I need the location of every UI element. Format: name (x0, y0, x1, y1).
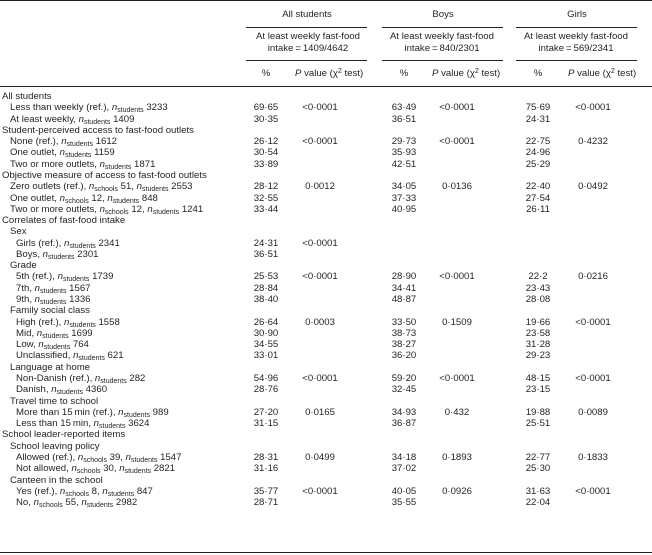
section-heading-row (0, 475, 652, 487)
cell-percent: 24·96 (525, 147, 551, 159)
cell-percent: 28·90 (391, 271, 417, 283)
row-label: Two or more outlets, $n_{students}$ 1871 (10, 158, 156, 171)
section-heading-row (0, 396, 652, 408)
cell-percent: 28·71 (253, 497, 279, 509)
cell-p-value: 0·0216 (578, 271, 608, 283)
cell-percent: 22·40 (525, 181, 551, 193)
table-bottom-rule (0, 552, 652, 553)
group-title-all-students: All students (282, 9, 332, 20)
group-sub-boys: At least weekly fast-food intake = 840/2301 (390, 31, 494, 54)
table-row (0, 328, 652, 340)
row-label: No, $n_{schools}$ 55, $n_{students}$ 2982 (16, 497, 138, 510)
cell-percent: 22·75 (525, 136, 551, 148)
row-label: Student-perceived access to fast-food outlets (2, 124, 194, 136)
cell-percent: 19·66 (525, 316, 551, 328)
cell-percent: 26·11 (526, 203, 550, 215)
cell-percent: 24·31 (253, 237, 279, 249)
cell-percent: 34·18 (391, 451, 417, 463)
section-heading-row (0, 441, 652, 453)
row-label: 5th (ref.), $n_{students}$ 1739 (16, 271, 114, 284)
cell-percent: 26·64 (253, 316, 279, 328)
column-header-percent: % (261, 68, 271, 79)
cell-p-value: 0·1893 (442, 451, 472, 463)
column-header-p-value: P value ($\chi^2$ test) (432, 68, 501, 79)
column-header-p-value: P value ($\chi^2$ test) (295, 68, 364, 79)
cell-percent: 34·93 (391, 406, 417, 418)
group-sub-all: At least weekly fast-food intake = 1409/4642 (256, 31, 360, 54)
cell-p-value: 0·0492 (578, 181, 608, 193)
cell-p-value: 0·432 (444, 406, 470, 418)
row-label: Travel time to school (10, 395, 99, 407)
cell-percent: 31·28 (525, 339, 551, 351)
table-row (0, 271, 652, 283)
row-label: Grade (10, 260, 37, 272)
table-row (0, 317, 652, 329)
cell-p-value: 0·4232 (578, 136, 608, 148)
row-label: 7th, $n_{students}$ 1567 (16, 282, 91, 295)
cell-percent: 31·16 (253, 463, 279, 475)
cell-percent: 33·01 (253, 350, 279, 362)
cell-percent: 34·41 (391, 282, 417, 294)
table-row (0, 294, 652, 306)
cell-p-value: <0·0001 (575, 102, 611, 114)
table-row (0, 418, 652, 430)
cell-p-value: <0·0001 (439, 102, 475, 114)
cell-percent: 22·77 (525, 451, 551, 463)
group-subrule-all (246, 60, 367, 61)
cell-percent: 28·84 (253, 282, 279, 294)
cell-percent: 35·55 (391, 497, 417, 509)
table-row (0, 463, 652, 475)
cell-p-value: <0·0001 (575, 316, 611, 328)
row-label: School leaving policy (10, 440, 100, 452)
cell-percent: 75·69 (525, 102, 551, 114)
row-label: Less than weekly (ref.), $n_{students}$ 3233 (10, 102, 168, 115)
row-label: All students (2, 91, 52, 102)
cell-percent: 25·53 (253, 271, 279, 283)
row-label: At least weekly, $n_{students}$ 1409 (10, 113, 135, 126)
table-row (0, 102, 652, 114)
cell-percent: 25·30 (525, 463, 551, 475)
table-row (0, 238, 652, 250)
cell-percent: 27·20 (253, 406, 279, 418)
cell-percent: 23·43 (525, 282, 551, 294)
column-header-p-value: P value ($\chi^2$ test) (568, 68, 637, 79)
group-title-boys: Boys (432, 9, 454, 20)
table-row (0, 452, 652, 464)
cell-p-value: <0·0001 (302, 271, 338, 283)
cell-percent: 63·49 (391, 102, 417, 114)
cell-percent: 38·73 (391, 327, 417, 339)
cell-percent: 42·51 (391, 158, 417, 170)
row-label: Less than 15 min, $n_{students}$ 3624 (16, 418, 150, 431)
row-label: More than 15 min (ref.), $n_{students}$ 989 (16, 406, 169, 419)
section-heading-row (0, 305, 652, 317)
group-subrule-girls (516, 60, 637, 61)
row-label: Non-Danish (ref.), $n_{students}$ 282 (16, 373, 146, 385)
cell-percent: 28·76 (253, 384, 279, 396)
row-label: Not allowed, $n_{schools}$ 30, $n_{students}$ 2821 (16, 463, 176, 476)
cell-percent: 48·15 (525, 373, 551, 384)
group-title-girls: Girls (567, 9, 587, 20)
cell-percent: 30·90 (253, 327, 279, 339)
cell-percent: 36·51 (253, 248, 279, 260)
row-label: Zero outlets (ref.), $n_{schools}$ 51, $n_{students}$ 2553 (10, 181, 193, 194)
cell-p-value: 0·1509 (442, 316, 472, 328)
cell-percent: 22·2 (528, 271, 548, 283)
cell-percent: 26·12 (253, 136, 279, 148)
cell-percent: 36·51 (391, 113, 417, 125)
cell-percent: 28·31 (253, 451, 279, 463)
row-label: One outlet, $n_{schools}$ 12, $n_{students}$ 848 (10, 192, 158, 205)
row-label: Two or more outlets, $n_{schools}$ 12, $n_{students}$ 1241 (10, 203, 204, 216)
group-rule-girls (516, 27, 637, 28)
cell-percent: 37·02 (391, 463, 417, 475)
table-row (0, 181, 652, 193)
cell-percent: 35·93 (391, 147, 417, 159)
table-row (0, 497, 652, 509)
cell-p-value: <0·0001 (302, 373, 338, 384)
cell-percent: 48·87 (391, 294, 417, 306)
row-label: 9th, $n_{students}$ 1336 (16, 294, 91, 307)
cell-p-value: <0·0001 (439, 136, 475, 148)
cell-percent: 36·20 (391, 350, 417, 362)
cell-p-value: 0·0165 (305, 406, 335, 418)
cell-percent: 23·15 (525, 384, 551, 396)
cell-p-value: <0·0001 (302, 485, 338, 497)
section-heading-row (0, 215, 652, 227)
row-label: School leader-reported items (2, 429, 126, 441)
table-row (0, 373, 652, 385)
row-label: Boys, $n_{students}$ 2301 (16, 248, 99, 261)
table-row (0, 136, 652, 148)
table-row (0, 147, 652, 159)
table-row (0, 486, 652, 498)
cell-percent: 25·51 (525, 418, 551, 430)
cell-percent: 32·55 (253, 192, 279, 204)
row-label: Allowed (ref.), $n_{schools}$ 39, $n_{students}$ 1547 (16, 451, 182, 464)
row-label: One outlet, $n_{students}$ 1159 (10, 147, 115, 160)
cell-percent: 40·05 (391, 485, 417, 497)
table-row (0, 193, 652, 205)
cell-percent: 29·73 (391, 136, 417, 148)
cell-percent: 30·35 (253, 113, 279, 125)
table-row (0, 384, 652, 396)
table-row (0, 159, 652, 171)
group-rule-boys (382, 27, 503, 28)
section-heading-row (0, 429, 652, 441)
table-row (0, 350, 652, 362)
section-heading-row (0, 91, 652, 103)
cell-percent: 33·89 (253, 158, 279, 170)
cell-percent: 34·55 (253, 339, 279, 351)
cell-percent: 28·12 (253, 181, 279, 193)
row-label: Danish, $n_{students}$ 4360 (16, 384, 108, 397)
cell-percent: 69·65 (253, 102, 279, 114)
cell-p-value: 0·1833 (578, 451, 608, 463)
cell-percent: 25·29 (525, 158, 551, 170)
cell-p-value: <0·0001 (439, 373, 475, 384)
cell-percent: 23·58 (525, 327, 551, 339)
cell-percent: 33·44 (253, 203, 279, 215)
row-label: Yes (ref.), $n_{schools}$ 8, $n_{students}$ 847 (16, 485, 153, 498)
section-heading-row (0, 362, 652, 374)
cell-percent: 31·63 (525, 485, 551, 497)
row-label: Low, $n_{students}$ 764 (16, 339, 89, 352)
cell-percent: 37·33 (391, 192, 417, 204)
group-sub-girls: At least weekly fast-food intake = 569/2341 (524, 31, 628, 54)
cell-percent: 29·23 (525, 350, 551, 362)
cell-percent: 54·96 (253, 373, 279, 384)
cell-percent: 27·54 (525, 192, 551, 204)
cell-percent: 36·87 (391, 418, 417, 430)
cell-percent: 30·54 (253, 147, 279, 159)
row-label: Correlates of fast-food intake (2, 215, 126, 227)
table-row (0, 407, 652, 419)
cell-percent: 38·40 (253, 294, 279, 306)
table-row (0, 283, 652, 295)
table-row (0, 114, 652, 126)
row-label: Language at home (10, 361, 91, 373)
cell-p-value: 0·0926 (442, 485, 472, 497)
table-row (0, 204, 652, 216)
row-label: High (ref.), $n_{students}$ 1558 (16, 316, 120, 329)
cell-p-value: <0·0001 (575, 373, 611, 384)
row-label: Girls (ref.), $n_{students}$ 2341 (16, 237, 120, 250)
cell-p-value: <0·0001 (302, 136, 338, 148)
column-header-percent: % (399, 68, 409, 79)
cell-percent: 33·50 (391, 316, 417, 328)
row-label: None (ref.), $n_{students}$ 1612 (10, 136, 118, 149)
row-label: Unclassified, $n_{students}$ 621 (16, 350, 124, 363)
cell-percent: 22·04 (525, 497, 551, 509)
section-heading-row (0, 226, 652, 238)
row-label: Canteen in the school (10, 474, 103, 486)
cell-p-value: <0·0001 (302, 102, 338, 114)
header-bottom-rule (0, 86, 652, 87)
cell-percent: 40·95 (391, 203, 417, 215)
cell-p-value: 0·0499 (305, 451, 335, 463)
cell-percent: 19·88 (525, 406, 551, 418)
cell-percent: 35·77 (253, 485, 279, 497)
table-row (0, 339, 652, 351)
cell-p-value: <0·0001 (439, 271, 475, 283)
cell-percent: 24·31 (525, 113, 551, 125)
cell-p-value: 0·0003 (305, 316, 335, 328)
cell-percent: 59·20 (391, 373, 417, 384)
cell-percent: 38·27 (391, 339, 417, 351)
row-label: Sex (10, 226, 27, 238)
cell-p-value: <0·0001 (302, 237, 338, 249)
section-heading-row (0, 125, 652, 137)
table-top-rule (0, 0, 652, 1)
cell-p-value: <0·0001 (575, 485, 611, 497)
cell-p-value: 0·0089 (578, 406, 608, 418)
cell-percent: 34·05 (391, 181, 417, 193)
section-heading-row (0, 260, 652, 272)
cell-p-value: 0·0136 (442, 181, 472, 193)
table-row (0, 249, 652, 261)
cell-percent: 31·15 (253, 418, 279, 430)
row-label: Mid, $n_{students}$ 1699 (16, 327, 93, 340)
section-heading-row (0, 170, 652, 182)
cell-p-value: 0·0012 (305, 181, 335, 193)
group-subrule-boys (382, 60, 503, 61)
row-label: Family social class (10, 305, 90, 317)
cell-percent: 32·45 (391, 384, 417, 396)
row-label: Objective measure of access to fast-food outlets (2, 169, 207, 181)
cell-percent: 28·08 (525, 294, 551, 306)
column-header-percent: % (533, 68, 543, 79)
group-rule-all (246, 27, 367, 28)
